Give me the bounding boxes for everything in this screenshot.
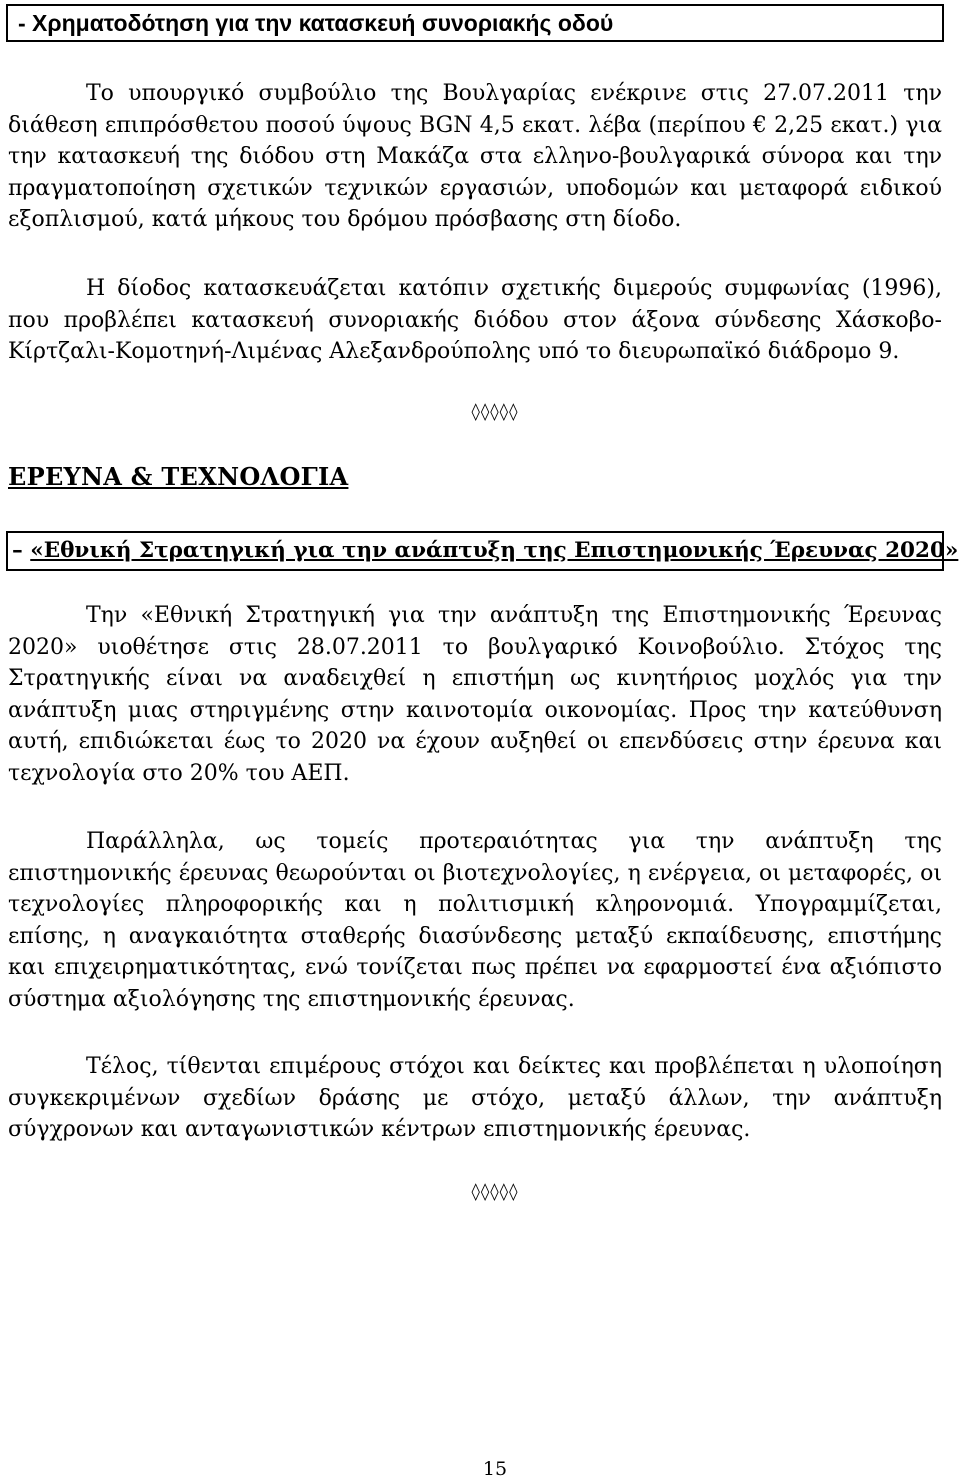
subtitle-strategy: «Εθνική Στρατηγική για την ανάπτυξη της Επιστημονικής Έρευνας 2020» [30,538,959,563]
diamond-separator: ◊◊◊◊◊ [471,1182,519,1202]
section-title: - Χρηματοδότηση για την κατασκευή συνοριακής οδού [18,10,614,36]
section-title-box [6,4,944,42]
page-number: 15 [482,1458,508,1480]
paragraph-priority-sectors: Παράλληλα, ως τομείς προτεραιότητας για την ανάπτυξη της επιστημονικής έρευνας θεωρούνται οι βιοτεχνολογίες, η ενέργεια, οι μεταφορές, οι τεχνολογίες πληροφορικής και η πολιτισμική κληρονομιά. Υπογραμμίζεται, επίσης, η αναγκαιότητα σταθερής διασύνδεσης μεταξύ εκπαίδευσης, επιστήμης και επιχειρηματικότητας, ενώ τονίζεται πως πρέπει να εφαρμοστεί ένα αξιόπιστο σύστημα αξιολόγησης της επιστημονικής έρευνας. [8,829,942,1012]
subtitle-dash: – [12,538,31,563]
paragraph-strategy-adoption: Την «Εθνική Στρατηγική για την ανάπτυξη της Επιστημονικής Έρευνας 2020» υιοθέτησε στις 28.07.2011 το βουλγαρικό Κοινοβούλιο. Στόχος της Στρατηγικής είναι να αναδειχθεί η επιστήμη ως κινητήριος μοχλός για την ανάπτυξη μιας στηριγμένης στην καινοτομία οικονομίας. Προς την κατεύθυνση αυτή, επιδιώκεται έως το 2020 να έχουν αυξηθεί οι επενδύσεις στην έρευνα και τεχνολογία στο 20% του ΑΕΠ. [8,603,942,786]
section-heading-research-technology: ΕΡΕΥΝΑ & ΤΕΧΝΟΛΟΓΙΑ [8,462,349,491]
subtitle-box [6,531,959,571]
paragraph-border-crossing-agreement: Η δίοδος κατασκευάζεται κατόπιν σχετικής διμερούς συμφωνίας (1996), που προβλέπει κατασκευή συνοριακής διόδου στον άξονα σύνδεσης Χάσκοβο-Κίρτζαλι-Κομοτηνή-Λιμένας Αλεξανδρούπολης υπό το διευρωπαϊκό διάδρομο 9. [8,276,942,364]
paragraph-funding-approval: Το υπουργικό συμβούλιο της Βουλγαρίας ενέκρινε στις 27.07.2011 την διάθεση επιπρόσθετου ποσού ύψους BGN 4,5 εκατ. λέβα (περίπου € 2,25 εκατ.) για την κατασκευή της διόδου στη Μακάζα στα ελληνο-βουλγαρικά σύνορα και την πραγματοποίηση σχετικών τεχνικών εργασιών, υποδομών και μεταφορά ειδικού εξοπλισμού, κατά μήκους του δρόμου πρόσβασης στη δίοδο. [8,81,942,232]
paragraph-targets-indicators: Τέλος, τίθενται επιμέρους στόχοι και δείκτες και προβλέπεται η υλοποίηση συγκεκριμένων σχεδίων δράσης με στόχο, μεταξύ άλλων, την ανάπτυξη σύγχρονων και ανταγωνιστικών κέντρων επιστημονικής έρευνας. [8,1054,942,1142]
diamond-separator: ◊◊◊◊◊ [471,402,519,422]
